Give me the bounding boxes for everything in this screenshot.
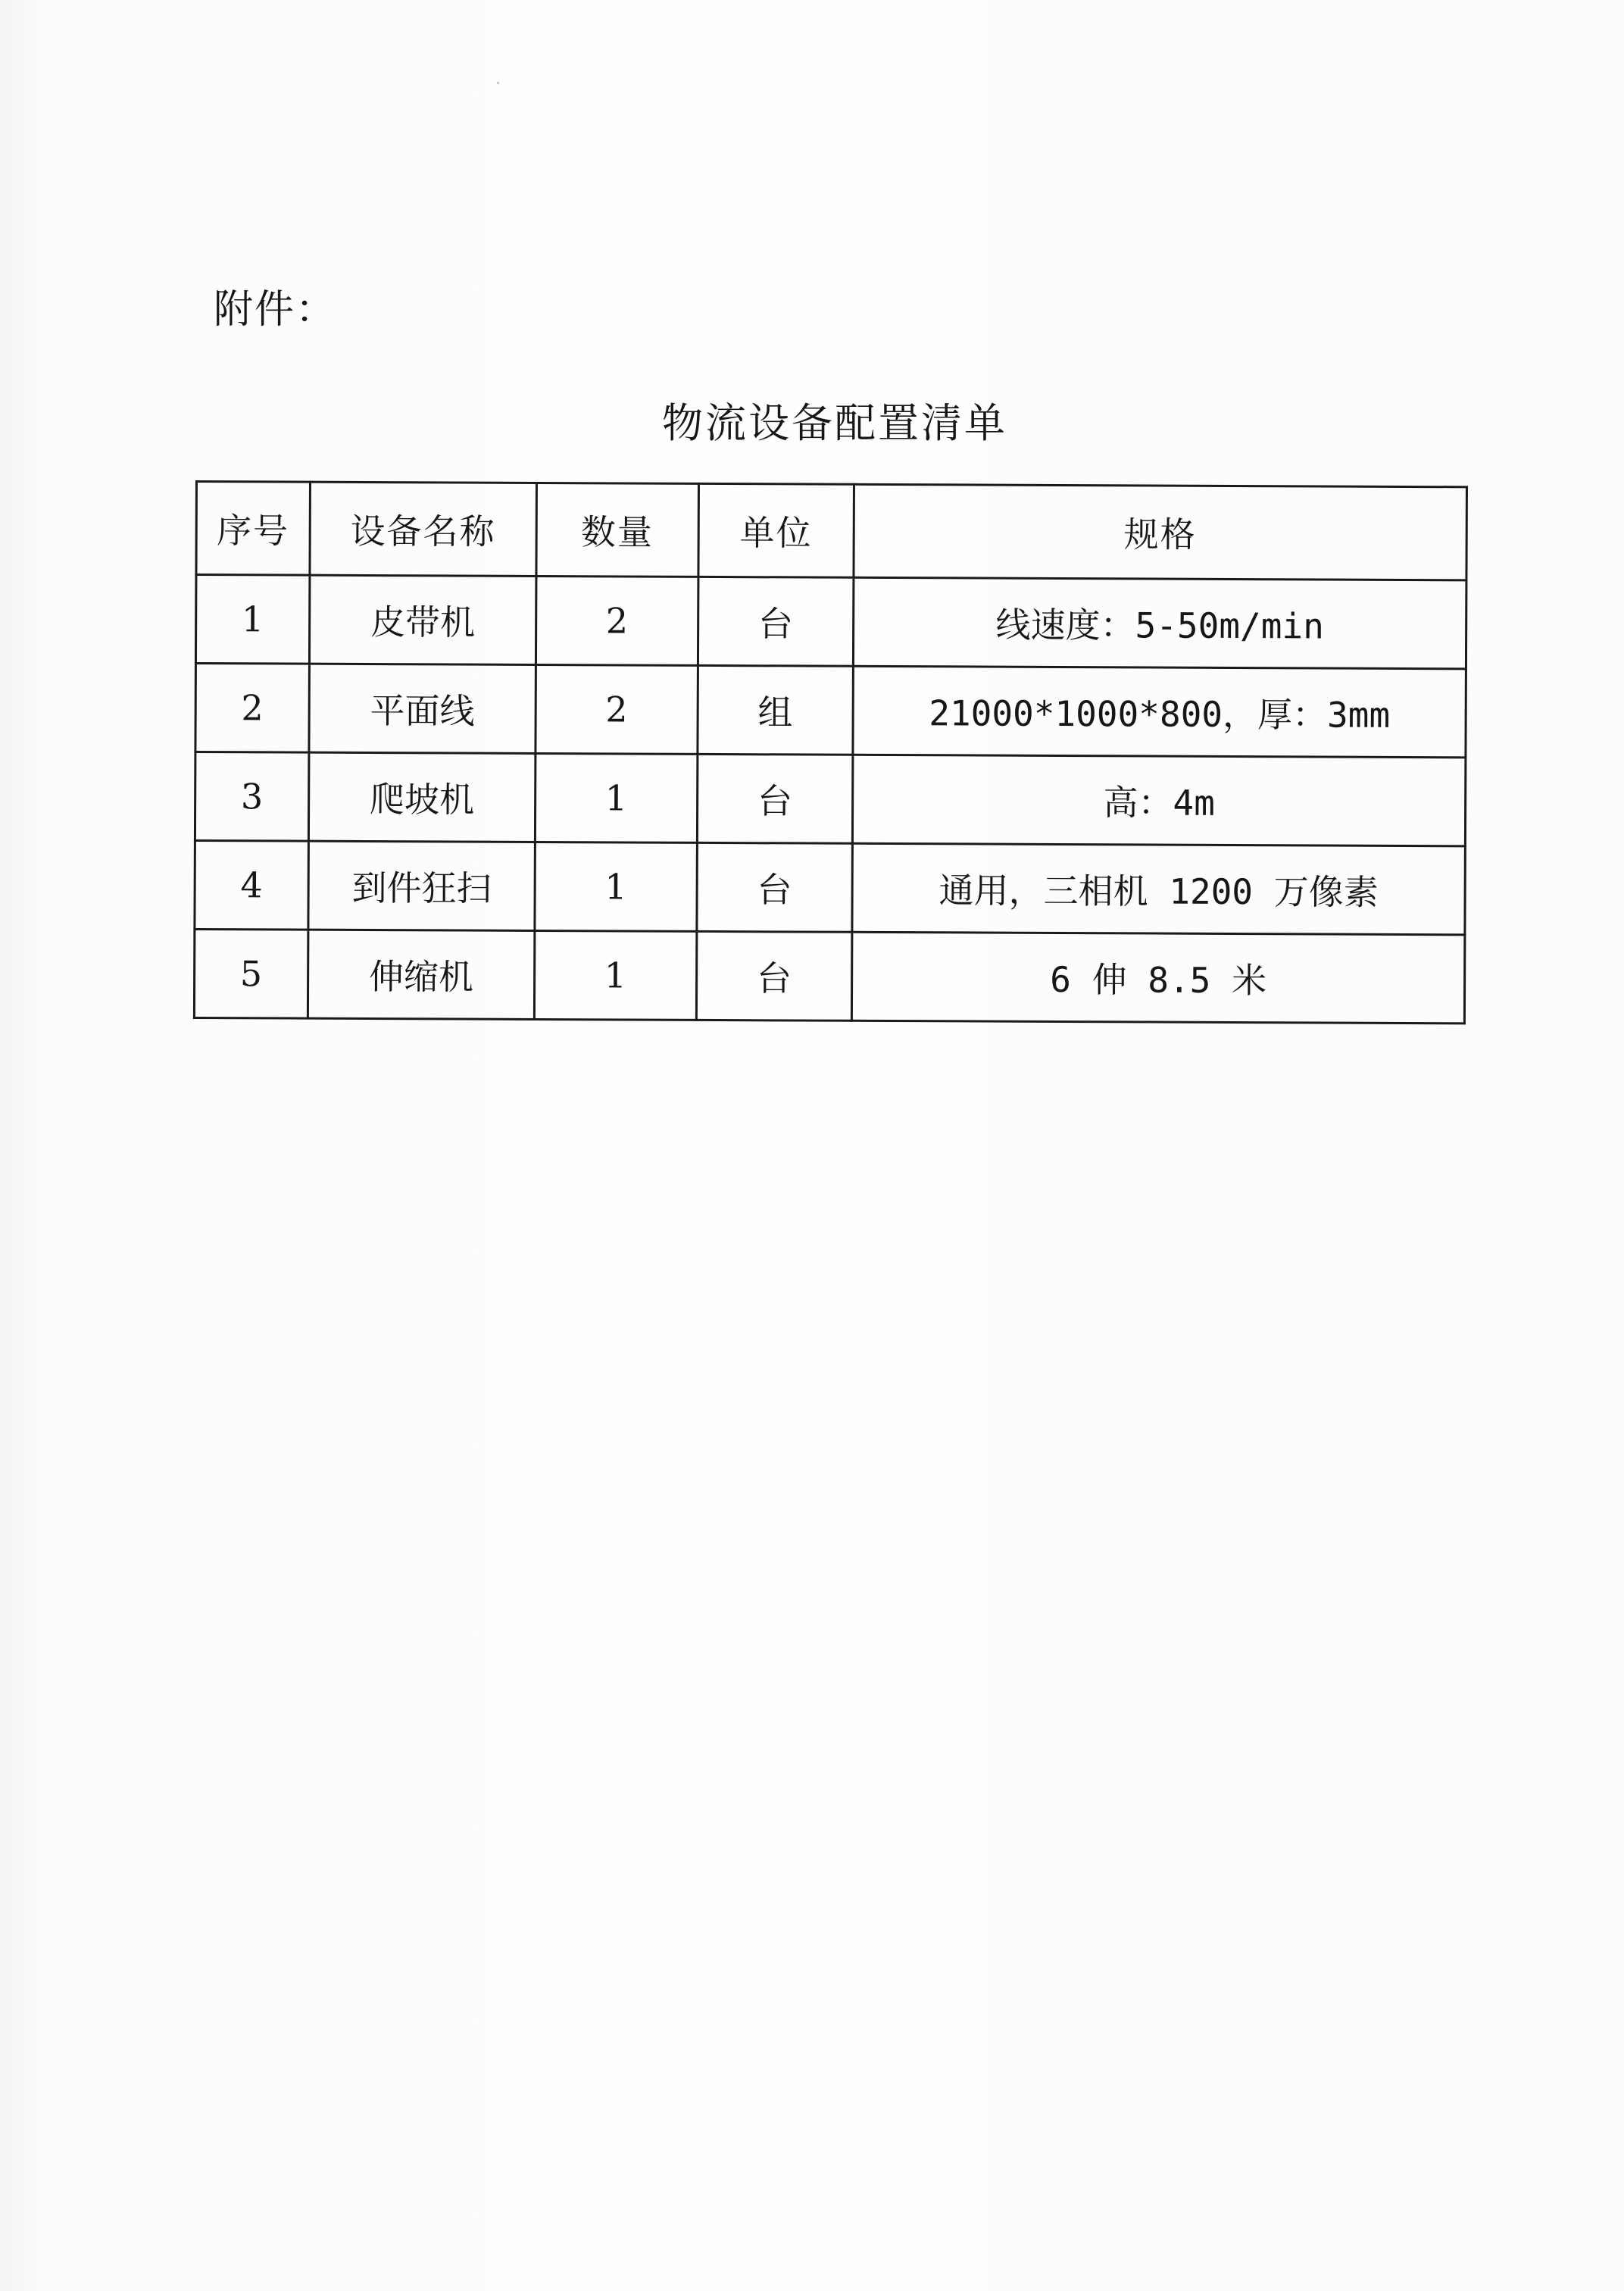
cell-name: 伸缩机 xyxy=(308,930,535,1019)
header-no: 序号 xyxy=(196,482,310,576)
cell-unit: 台 xyxy=(698,577,854,666)
header-qty: 数量 xyxy=(536,483,698,577)
cell-name: 到件狂扫 xyxy=(308,841,536,930)
table-row xyxy=(194,930,1464,1024)
cell-no: 3 xyxy=(195,752,308,842)
cell-no: 2 xyxy=(195,664,309,753)
cell-spec: 线速度：5-50m/min xyxy=(854,577,1466,669)
cell-unit: 台 xyxy=(696,931,852,1020)
table-row xyxy=(195,752,1465,846)
cell-qty: 1 xyxy=(534,930,696,1020)
cell-qty: 2 xyxy=(536,576,698,665)
cell-unit: 组 xyxy=(697,665,853,755)
cell-spec: 6 伸 8.5 米 xyxy=(851,932,1464,1024)
cell-no: 5 xyxy=(194,930,308,1019)
cell-spec: 通用，三相机 1200 万像素 xyxy=(852,843,1465,935)
table-header-row xyxy=(196,482,1467,580)
table-row xyxy=(195,664,1466,758)
attachment-label: 附件： xyxy=(214,287,337,333)
header-name: 设备名称 xyxy=(310,482,537,576)
header-unit: 单位 xyxy=(698,483,854,577)
cell-spec: 21000*1000*800，厚：3mm xyxy=(853,666,1466,758)
cell-qty: 2 xyxy=(536,664,698,754)
cell-no: 4 xyxy=(195,841,308,930)
cell-no: 1 xyxy=(195,575,309,664)
table-row xyxy=(195,575,1466,669)
cell-name: 爬坡机 xyxy=(308,752,536,842)
cell-name: 平面线 xyxy=(309,664,536,753)
header-spec: 规格 xyxy=(854,484,1466,580)
paper-speck xyxy=(497,82,499,84)
equipment-table xyxy=(193,480,1468,1024)
document-title: 物流设备配置清单 xyxy=(662,399,1007,447)
cell-unit: 台 xyxy=(697,754,853,843)
cell-name: 皮带机 xyxy=(309,575,536,664)
cell-qty: 1 xyxy=(535,753,697,842)
table-row xyxy=(195,841,1465,935)
cell-qty: 1 xyxy=(535,842,697,931)
cell-spec: 高：4m xyxy=(853,755,1466,846)
cell-unit: 台 xyxy=(696,842,852,932)
